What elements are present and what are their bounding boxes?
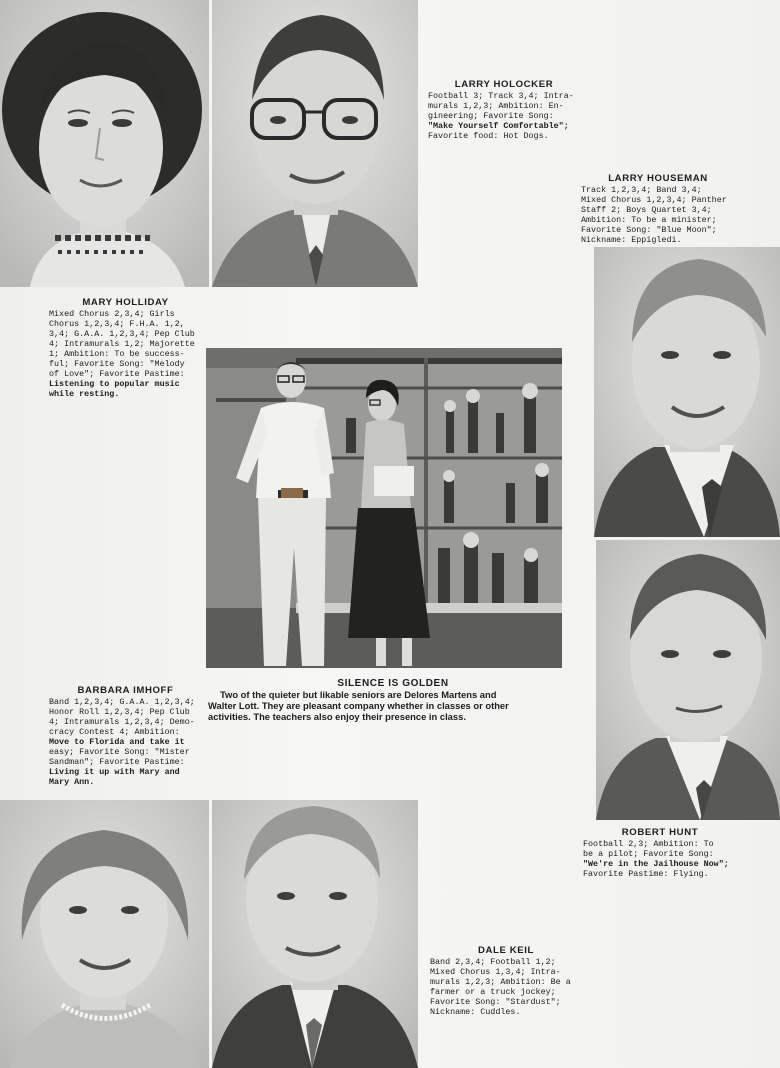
caption-line: Mixed Chorus 2,3,4; Girls	[49, 309, 175, 319]
caption-mary-holliday	[49, 298, 202, 399]
caption-line: Living it up with Mary and	[49, 767, 180, 777]
caption-line: cracy Contest 4; Ambition:	[49, 727, 180, 737]
portrait-dale-keil	[212, 800, 418, 1068]
caption-line: Nickname: Cuddles.	[430, 1007, 521, 1017]
caption-line: of Love"; Favorite Pastime:	[49, 369, 185, 379]
caption-larry-houseman	[581, 174, 735, 245]
senior-name: MARY HOLLIDAY	[82, 297, 169, 308]
caption-line: Listening to popular music	[49, 379, 180, 389]
caption-line: Ambition: To be a minister;	[581, 215, 717, 225]
story-line: Two of the quieter but likable seniors are Delores Martens and	[220, 689, 497, 700]
senior-name: BARBARA IMHOFF	[77, 685, 174, 696]
photo-trophy-case	[206, 348, 562, 668]
portrait-larry-houseman	[594, 247, 780, 537]
caption-line: farmer or a truck jockey;	[430, 987, 556, 997]
senior-name: DALE KEIL	[477, 945, 535, 956]
caption-dale-keil	[430, 946, 582, 1017]
caption-line: Mary Ann.	[49, 777, 95, 787]
caption-line: Favorite Song: "Blue Moon";	[581, 225, 717, 235]
caption-line: 3,4; G.A.A. 1,2,3,4; Pep Club	[49, 329, 195, 339]
caption-line: Favorite food: Hot Dogs.	[428, 131, 549, 141]
caption-line: Football 3; Track 3,4; Intra-	[428, 91, 574, 101]
caption-line: Nickname: Eppigledi.	[581, 235, 682, 245]
caption-line: Mixed Chorus 1,3,4; Intra-	[430, 967, 561, 977]
caption-line: 4; Intramurals 1,2; Majorette	[49, 339, 195, 349]
caption-line: Chorus 1,2,3,4; F.H.A. 1,2,	[49, 319, 185, 329]
portrait-barbara-imhoff	[0, 800, 209, 1068]
caption-line: Move to Florida and take it	[49, 737, 185, 747]
story-silence-is-golden	[208, 678, 578, 722]
caption-line: Football 2,3; Ambition: To	[583, 839, 714, 849]
caption-line: be a pilot; Favorite Song:	[583, 849, 714, 859]
caption-robert-hunt	[583, 828, 737, 879]
story-line: activities. The teachers also enjoy their presence in class.	[208, 711, 466, 722]
senior-name: ROBERT HUNT	[621, 827, 699, 838]
portrait-larry-holocker	[212, 0, 418, 287]
caption-line: gineering; Favorite Song:	[428, 111, 554, 121]
caption-line: Favorite Song: "Stardust";	[430, 997, 561, 1007]
caption-line: Track 1,2,3,4; Band 3,4;	[581, 185, 702, 195]
story-line: Walter Lott. They are pleasant company whether in classes or other	[208, 700, 509, 711]
portrait-mary-holliday	[0, 0, 209, 287]
caption-line: easy; Favorite Song: "Mister	[49, 747, 190, 757]
senior-name: LARRY HOUSEMAN	[608, 173, 708, 184]
caption-line: Band 2,3,4; Football 1,2;	[430, 957, 556, 967]
caption-line: murals 1,2,3; Ambition: Be a	[430, 977, 571, 987]
caption-line: ful; Favorite Song: "Melody	[49, 359, 185, 369]
caption-line: Band 1,2,3,4; G.A.A. 1,2,3,4;	[49, 697, 195, 707]
caption-line: "Make Yourself Comfortable";	[428, 121, 569, 131]
caption-line: "We're in the Jailhouse Now";	[583, 859, 729, 869]
caption-line: 1; Ambition: To be success-	[49, 349, 185, 359]
caption-line: Mixed Chorus 1,2,3,4; Panther	[581, 195, 727, 205]
caption-line: 4; Intramurals 1,2,3,4; Demo-	[49, 717, 195, 727]
caption-line: Honor Roll 1,2,3,4; Pep Club	[49, 707, 190, 717]
caption-line: murals 1,2,3; Ambition: En-	[428, 101, 564, 111]
caption-line: while resting.	[49, 389, 120, 399]
senior-name: LARRY HOLOCKER	[454, 79, 554, 90]
caption-line: Staff 2; Boys Quartet 3,4;	[581, 205, 712, 215]
caption-line: Sandman"; Favorite Pastime:	[49, 757, 185, 767]
caption-line: Favorite Pastime: Flying.	[583, 869, 709, 879]
caption-barbara-imhoff	[49, 686, 202, 787]
portrait-robert-hunt	[596, 540, 780, 820]
caption-larry-holocker	[428, 80, 580, 141]
story-title: SILENCE IS GOLDEN	[337, 678, 449, 689]
